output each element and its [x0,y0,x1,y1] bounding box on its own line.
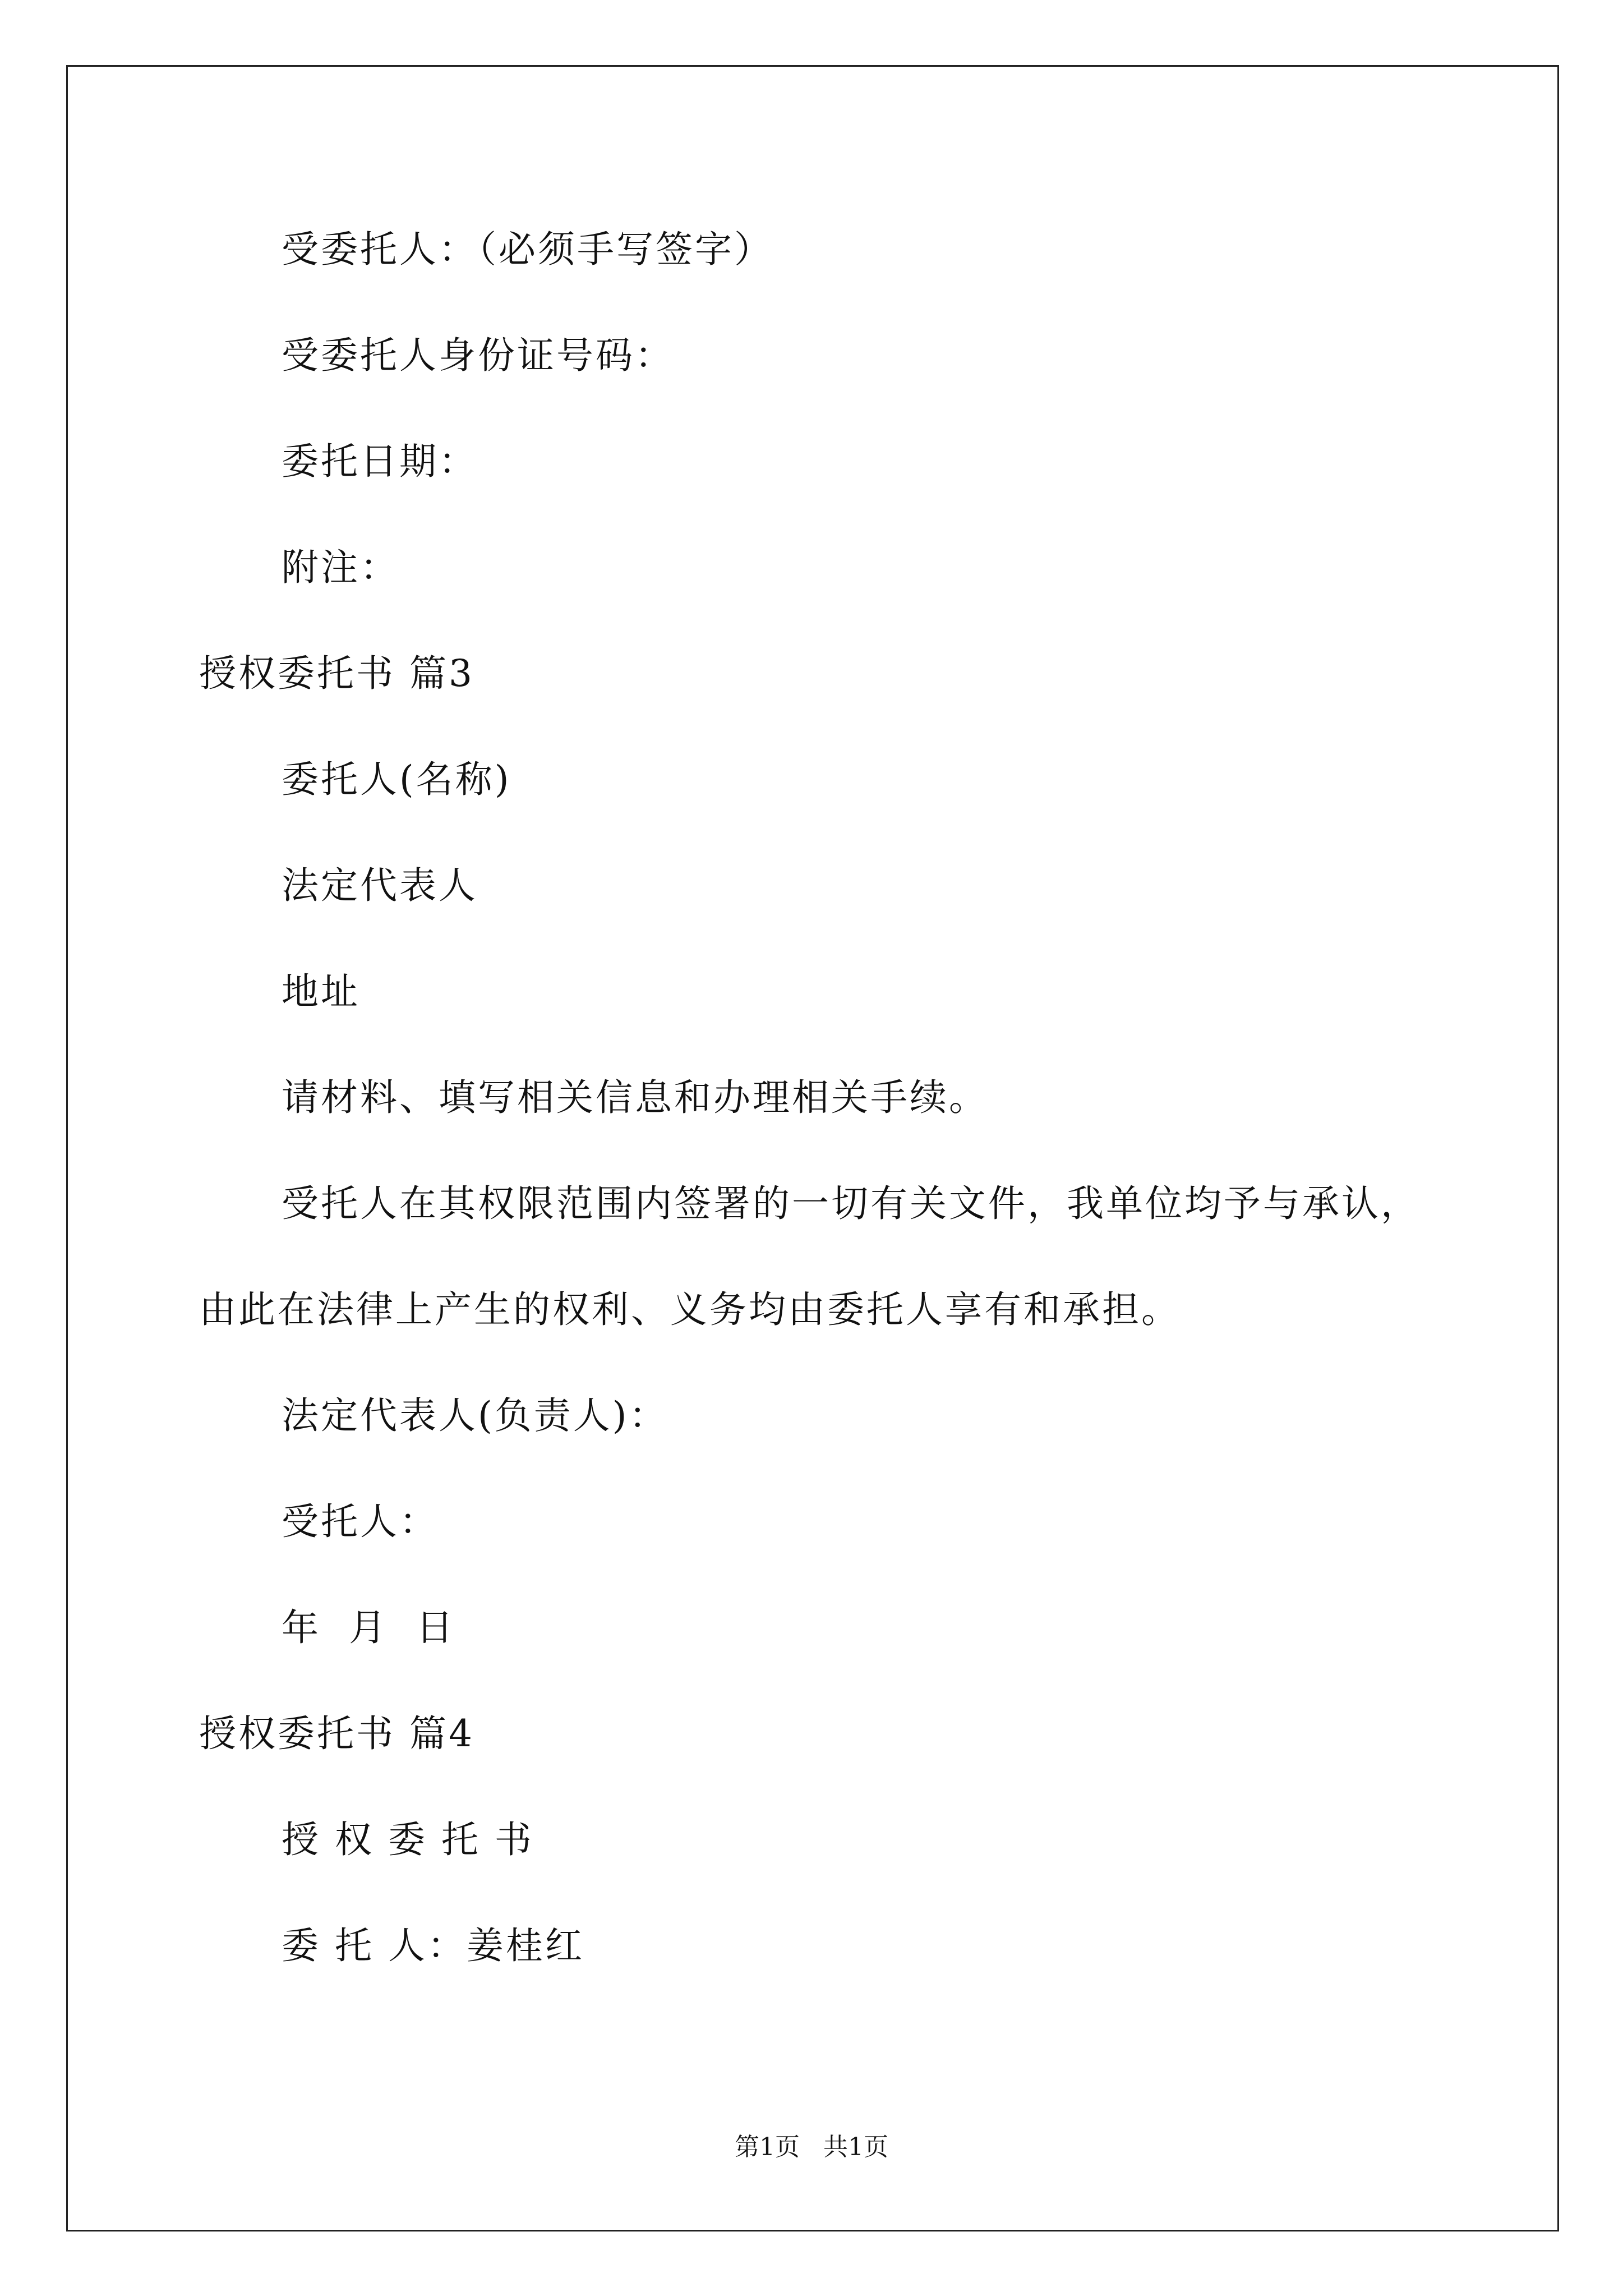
authority-paragraph-line-2: 由此在法律上产生的权利、义务均由委托人享有和承担。 [199,1288,1181,1331]
page-footer: 第1页 共1页 [735,2133,888,2161]
note-line: 附注： [282,546,399,589]
principal-line: 委 托 人：姜桂红 [282,1924,584,1967]
legal-rep-signature-line: 法定代表人(负责人)： [282,1394,668,1437]
section-heading-3: 授权委托书 篇3 [199,652,474,695]
legal-rep-line: 法定代表人 [282,864,478,907]
authority-paragraph-line-1: 受托人在其权限范围内签署的一切有关文件，我单位均予与承认， [282,1182,1420,1225]
document-title: 授 权 委 托 书 [282,1818,534,1861]
trustee-signature-line: 受委托人：（必须手写签字） [282,228,773,271]
trustee-id-line: 受委托人身份证号码： [282,334,674,377]
trustee-line: 受托人： [282,1500,439,1543]
section-heading-4: 授权委托书 篇4 [199,1712,474,1755]
entrust-date-line: 委托日期： [282,440,478,483]
date-line: 年 月 日 [282,1606,455,1649]
address-line: 地址 [282,970,360,1013]
page-border [66,65,1559,2231]
procedure-line: 请材料、填写相关信息和办理相关手续。 [282,1076,988,1119]
principal-name-line: 委托人(名称) [282,758,511,801]
